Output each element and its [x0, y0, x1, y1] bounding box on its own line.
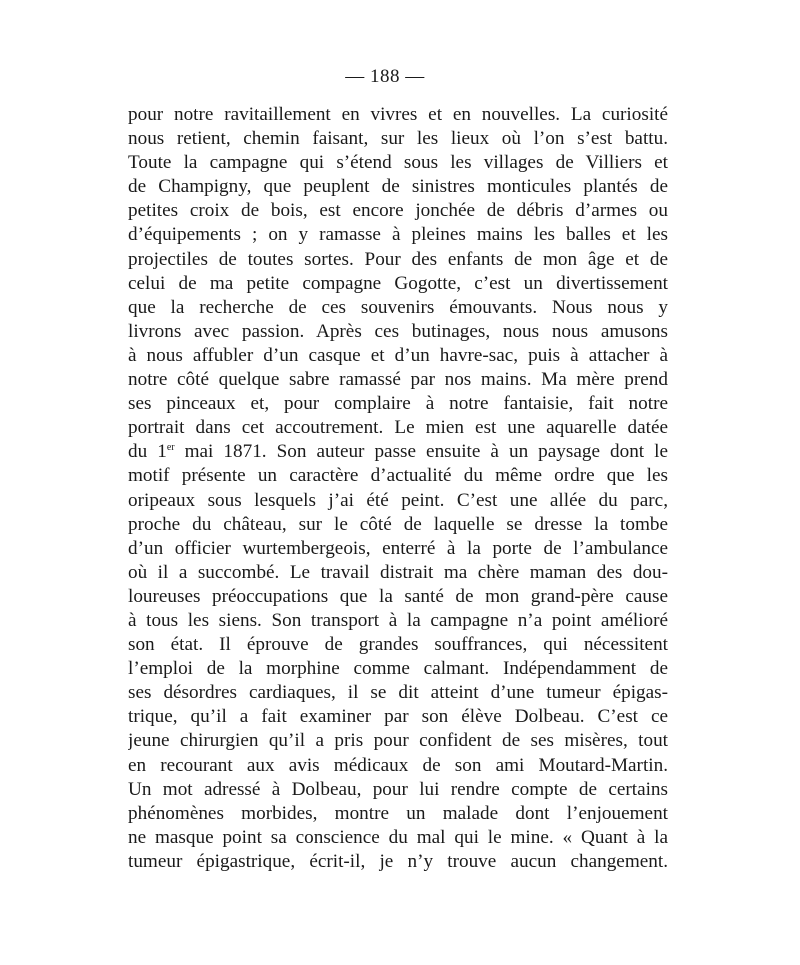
text-line: son état. Il éprouve de grandes souffrances, qui nécessitent	[128, 634, 668, 656]
text-line-with-superscript	[128, 440, 668, 464]
text-line: de Champigny, que peuplent de sinistres monticules plantés de	[128, 176, 668, 198]
text-line: motif présente un caractère d’actualité du même ordre que les	[128, 465, 668, 487]
ordinal-superscript: er	[166, 442, 175, 454]
text-line: ses désordres cardiaques, il se dit atteint d’une tumeur épigas-	[128, 682, 668, 704]
text-line: notre côté quelque sabre ramassé par nos mains. Ma mère prend	[128, 369, 668, 391]
text-line: en recourant aux avis médicaux de son ami Moutard-Martin.	[128, 754, 668, 776]
text-line: jeune chirurgien qu’il a pris pour confident de ses misères, tout	[128, 730, 668, 752]
text-line: projectiles de toutes sortes. Pour des enfants de mon âge et de	[128, 248, 668, 270]
text-line: trique, qu’il a fait examiner par son élève Dolbeau. C’est ce	[128, 706, 668, 728]
text-line: à tous les siens. Son transport à la campagne n’a point amélioré	[128, 609, 668, 631]
text-line: proche du château, sur le côté de laquelle se dresse la tombe	[128, 513, 668, 535]
text-line: portrait dans cet accoutrement. Le mien est une aquarelle datée	[128, 417, 668, 439]
text-line: phénomènes morbides, montre un malade dont l’enjouement	[128, 802, 668, 824]
text-line: pour notre ravitaillement en vivres et en nouvelles. La curiosité	[128, 104, 668, 125]
body-text	[128, 103, 668, 874]
text-line: où il a succombé. Le travail distrait ma chère maman des dou-	[128, 561, 668, 583]
text-line: que la recherche de ces souvenirs émouvants. Nous nous y	[128, 296, 668, 318]
text-line: d’équipements ; on y ramasse à pleines mains les balles et les	[128, 224, 668, 246]
text-line: nous retient, chemin faisant, sur les lieux où l’on s’est battu.	[128, 128, 668, 150]
text-line: d’un officier wurtembergeois, enterré à la porte de l’ambulance	[128, 537, 668, 559]
text-line: ses pinceaux et, pour complaire à notre fantaisie, fait notre	[128, 393, 668, 415]
text-line: Toute la campagne qui s’étend sous les villages de Villiers et	[128, 152, 668, 174]
text-line: ne masque point sa conscience du mal qui le mine. « Quant à la	[128, 826, 668, 848]
line-start: du 1	[128, 441, 167, 463]
page-number: — 188 —	[345, 66, 425, 87]
text-line: petites croix de bois, est encore jonchée de débris d’armes ou	[128, 200, 668, 222]
text-line: oripeaux sous lesquels j’ai été peint. C’est une allée du parc,	[128, 489, 668, 511]
text-line: celui de ma petite compagne Gogotte, c’est un divertissement	[128, 272, 668, 294]
text-line: l’emploi de la morphine comme calmant. Indépendamment de	[128, 658, 668, 680]
text-line: tumeur épigastrique, écrit-il, je n’y trouve aucun changement.	[128, 850, 668, 872]
text-line: Un mot adressé à Dolbeau, pour lui rendre compte de certains	[128, 778, 668, 800]
text-line: livrons avec passion. Après ces butinages, nous nous amusons	[128, 320, 668, 342]
line-rest: mai 1871. Son auteur passe ensuite à un paysage dont le	[174, 441, 668, 463]
text-line: loureuses préoccupations que la santé de mon grand-père cause	[128, 585, 668, 607]
text-line: à nous affubler d’un casque et d’un havre-sac, puis à attacher à	[128, 344, 668, 366]
